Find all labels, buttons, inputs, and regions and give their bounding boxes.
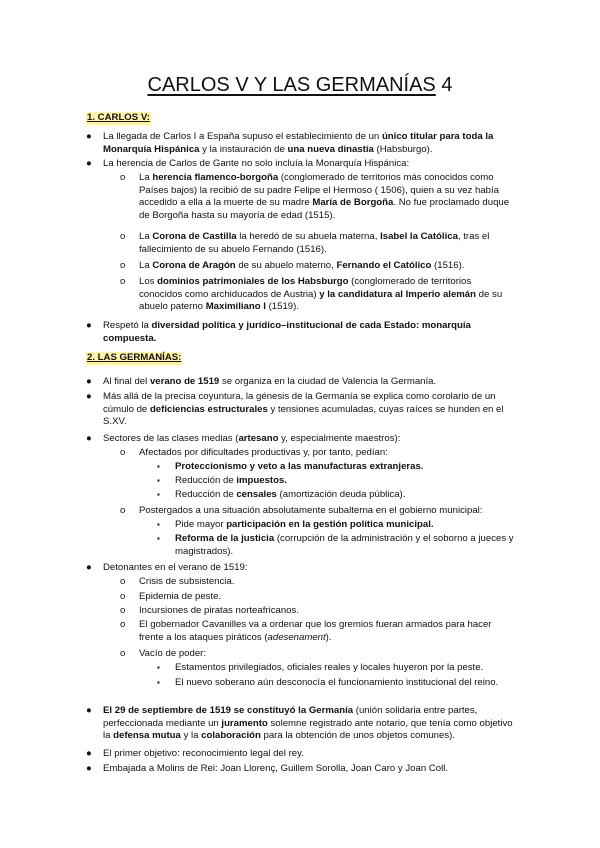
bullet-icon: ● bbox=[86, 158, 92, 169]
circle-bullet-icon: o bbox=[120, 591, 126, 602]
list-item: ▪ Proteccionismo y veto a las manufacturas extranjeras. bbox=[157, 461, 424, 472]
bullet-icon: ● bbox=[86, 763, 92, 774]
bullet-icon: ● bbox=[86, 391, 92, 402]
list-item: o Afectados por dificultades productivas y, por tanto, pedían: bbox=[120, 447, 388, 458]
list-item: o La Corona de Castilla la heredó de su abuela materna, Isabel la Católica, tras el fallecimiento de su abuelo Fernando (1516). bbox=[120, 231, 490, 255]
list-item: o La Corona de Aragón de su abuelo materno, Fernando el Católico (1516). bbox=[120, 260, 465, 271]
list-item: ▪ Reducción de censales (amortización deuda pública). bbox=[157, 489, 406, 500]
list-item: ● El primer objetivo: reconocimiento legal del rey. bbox=[86, 748, 304, 759]
circle-bullet-icon: o bbox=[120, 605, 126, 616]
list-item: o Los dominios patrimoniales de los Habsburgo (conglomerado de territorios conocidos como archiducados de Austria) y la candidatura al Imperio alemán de su abuelo paterno Maximiliano I (1519). bbox=[120, 276, 503, 313]
list-item: ▪ El nuevo soberano aún desconocía el funcionamiento institucional del reino. bbox=[157, 677, 499, 688]
list-item: o Vacío de poder: bbox=[120, 648, 207, 659]
circle-bullet-icon: o bbox=[120, 276, 126, 287]
square-bullet-icon: ▪ bbox=[157, 490, 160, 499]
square-bullet-icon: ▪ bbox=[157, 520, 160, 529]
page-title-text: CARLOS V Y LAS GERMANÍAS bbox=[147, 74, 436, 96]
list-item: o La herencia flamenco-borgoña (conglomerado de territorios más conocidos como Países bajos) la recibió de su padre Felipe el Hermoso ( 1506), quien a su vez había accedido a ella a la muerte de su madre María de Borgoña. No fue proclamado duque de Borgoña hasta su mayoría de edad (1515). bbox=[120, 172, 510, 221]
list-item: o Crisis de subsistencia. bbox=[120, 576, 235, 587]
bullet-icon: ● bbox=[86, 131, 92, 142]
page-number: 4 bbox=[441, 74, 453, 96]
circle-bullet-icon: o bbox=[120, 447, 126, 458]
circle-bullet-icon: o bbox=[120, 505, 126, 516]
circle-bullet-icon: o bbox=[120, 576, 126, 587]
list-item: o El gobernador Cavanilles va a ordenar que los gremios fueran armados para hacer frente a los ataques piráticos (adesenament). bbox=[120, 619, 492, 643]
list-item: ● Sectores de las clases medias (artesano y, especialmente maestros): bbox=[86, 433, 401, 444]
list-item: ● La llegada de Carlos I a España supuso el establecimiento de un único titular para toda la Monarquía Hispánica y la instauración de una nueva dinastía (Habsburgo). bbox=[86, 131, 494, 155]
list-item: ● La herencia de Carlos de Gante no solo incluía la Monarquía Hispánica: bbox=[86, 158, 410, 169]
bullet-icon: ● bbox=[86, 433, 92, 444]
list-item: ▪ Reducción de impuestos. bbox=[157, 475, 287, 486]
bullet-icon: ● bbox=[86, 705, 92, 716]
list-item: ▪ Reforma de la justicia (corrupción de la administración y el soborno a jueces y magistrados). bbox=[157, 533, 514, 557]
bullet-icon: ● bbox=[86, 376, 92, 387]
bullet-icon: ● bbox=[86, 748, 92, 759]
list-item: ● Al final del verano de 1519 se organiza en la ciudad de Valencia la Germanía. bbox=[86, 376, 437, 387]
section-heading-carlos-v: 1. CARLOS V: bbox=[87, 112, 150, 123]
square-bullet-icon: ▪ bbox=[157, 476, 160, 485]
list-item: o Postergados a una situación absolutamente subalterna en el gobierno municipal: bbox=[120, 505, 483, 516]
circle-bullet-icon: o bbox=[120, 260, 126, 271]
section-heading-germanias: 2. LAS GERMANÍAS: bbox=[87, 352, 182, 363]
circle-bullet-icon: o bbox=[120, 231, 126, 242]
square-bullet-icon: ▪ bbox=[157, 663, 160, 672]
square-bullet-icon: ▪ bbox=[157, 534, 160, 543]
circle-bullet-icon: o bbox=[120, 619, 126, 630]
list-item: o Epidemia de peste. bbox=[120, 591, 222, 602]
list-item: ● Respetó la diversidad política y jurídico–institucional de cada Estado: monarquía compuesta. bbox=[86, 320, 471, 344]
bullet-icon: ● bbox=[86, 562, 92, 573]
circle-bullet-icon: o bbox=[120, 648, 126, 659]
list-item: ● Detonantes en el verano de 1519: bbox=[86, 562, 248, 573]
square-bullet-icon: ▪ bbox=[157, 678, 160, 687]
list-item: ● Más allá de la precisa coyuntura, la génesis de la Germanía se explica como corolario de un cúmulo de deficiencias estructurales y tensiones acumuladas, cuyas raíces se hunden en el S.XV. bbox=[86, 391, 504, 428]
list-item: ● El 29 de septiembre de 1519 se constituyó la Germanía (unión solidaria entre partes, perfeccionada mediante un juramento solemne registrado ante notario, que tenía como objetivo la defensa mutua y la colaboración para la obtención de unos objetos comunes). bbox=[86, 705, 513, 742]
list-item: ▪ Pide mayor participación en la gestión política municipal. bbox=[157, 519, 434, 530]
list-item: o Incursiones de piratas norteafricanos. bbox=[120, 605, 299, 616]
square-bullet-icon: ▪ bbox=[157, 462, 160, 471]
circle-bullet-icon: o bbox=[120, 172, 126, 183]
page-title bbox=[0, 73, 600, 97]
bullet-icon: ● bbox=[86, 320, 92, 331]
list-item: ● Embajada a Molins de Rei: Joan Llorenç, Guillem Sorolla, Joan Caro y Joan Coll. bbox=[86, 763, 449, 774]
list-item: ▪ Estamentos privilegiados, oficiales reales y locales huyeron por la peste. bbox=[157, 662, 484, 673]
